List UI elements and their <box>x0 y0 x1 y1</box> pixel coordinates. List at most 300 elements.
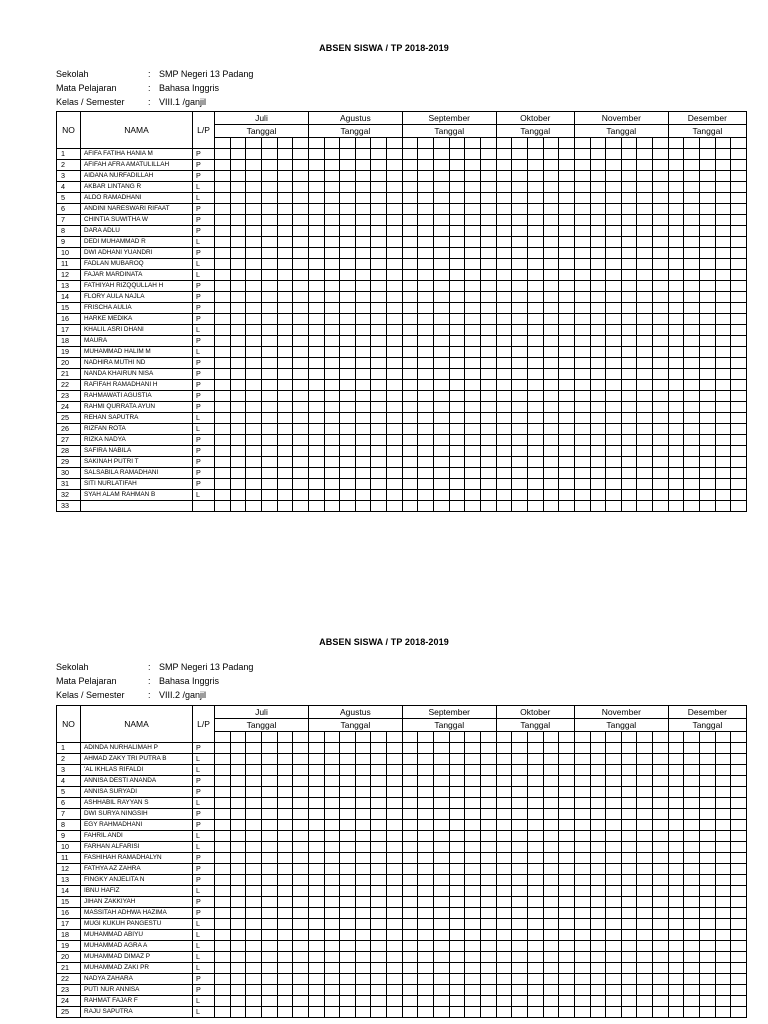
attendance-cell[interactable] <box>512 402 528 413</box>
attendance-cell[interactable] <box>434 930 450 941</box>
attendance-cell[interactable] <box>668 479 684 490</box>
attendance-cell[interactable] <box>355 160 371 171</box>
attendance-cell[interactable] <box>418 182 434 193</box>
attendance-cell[interactable] <box>731 171 747 182</box>
attendance-cell[interactable] <box>371 391 387 402</box>
attendance-cell[interactable] <box>355 226 371 237</box>
attendance-cell[interactable] <box>668 193 684 204</box>
attendance-cell[interactable] <box>559 303 575 314</box>
attendance-cell[interactable] <box>715 149 731 160</box>
attendance-cell[interactable] <box>449 468 465 479</box>
attendance-cell[interactable] <box>418 501 434 512</box>
attendance-cell[interactable] <box>261 468 277 479</box>
attendance-cell[interactable] <box>449 259 465 270</box>
attendance-cell[interactable] <box>700 215 716 226</box>
attendance-cell[interactable] <box>481 820 497 831</box>
attendance-cell[interactable] <box>418 281 434 292</box>
attendance-cell[interactable] <box>246 325 262 336</box>
attendance-cell[interactable] <box>340 259 356 270</box>
attendance-cell[interactable] <box>715 314 731 325</box>
attendance-cell[interactable] <box>606 776 622 787</box>
attendance-cell[interactable] <box>340 875 356 886</box>
attendance-cell[interactable] <box>731 798 747 809</box>
attendance-cell[interactable] <box>481 908 497 919</box>
attendance-cell[interactable] <box>606 809 622 820</box>
attendance-cell[interactable] <box>606 182 622 193</box>
attendance-cell[interactable] <box>324 974 340 985</box>
attendance-cell[interactable] <box>496 391 512 402</box>
attendance-cell[interactable] <box>246 292 262 303</box>
attendance-cell[interactable] <box>653 160 669 171</box>
attendance-cell[interactable] <box>543 479 559 490</box>
attendance-cell[interactable] <box>559 996 575 1007</box>
attendance-cell[interactable] <box>465 787 481 798</box>
attendance-cell[interactable] <box>668 787 684 798</box>
attendance-cell[interactable] <box>215 314 231 325</box>
attendance-cell[interactable] <box>230 831 246 842</box>
attendance-cell[interactable] <box>418 886 434 897</box>
attendance-cell[interactable] <box>559 171 575 182</box>
attendance-cell[interactable] <box>481 809 497 820</box>
attendance-cell[interactable] <box>684 171 700 182</box>
attendance-cell[interactable] <box>371 743 387 754</box>
attendance-cell[interactable] <box>340 204 356 215</box>
attendance-cell[interactable] <box>418 402 434 413</box>
attendance-cell[interactable] <box>402 270 418 281</box>
attendance-cell[interactable] <box>684 886 700 897</box>
attendance-cell[interactable] <box>293 985 309 996</box>
attendance-cell[interactable] <box>543 270 559 281</box>
attendance-cell[interactable] <box>606 204 622 215</box>
attendance-cell[interactable] <box>246 457 262 468</box>
attendance-cell[interactable] <box>215 160 231 171</box>
attendance-cell[interactable] <box>715 292 731 303</box>
attendance-cell[interactable] <box>324 149 340 160</box>
attendance-cell[interactable] <box>559 787 575 798</box>
attendance-cell[interactable] <box>402 259 418 270</box>
attendance-cell[interactable] <box>496 435 512 446</box>
attendance-cell[interactable] <box>527 930 543 941</box>
date-cell[interactable] <box>434 732 450 743</box>
attendance-cell[interactable] <box>277 270 293 281</box>
attendance-cell[interactable] <box>418 974 434 985</box>
attendance-cell[interactable] <box>308 314 324 325</box>
attendance-cell[interactable] <box>402 215 418 226</box>
attendance-cell[interactable] <box>496 237 512 248</box>
attendance-cell[interactable] <box>559 248 575 259</box>
attendance-cell[interactable] <box>355 413 371 424</box>
attendance-cell[interactable] <box>308 897 324 908</box>
attendance-cell[interactable] <box>653 776 669 787</box>
attendance-cell[interactable] <box>606 270 622 281</box>
attendance-cell[interactable] <box>324 402 340 413</box>
attendance-cell[interactable] <box>653 479 669 490</box>
attendance-cell[interactable] <box>215 930 231 941</box>
attendance-cell[interactable] <box>653 259 669 270</box>
attendance-cell[interactable] <box>731 776 747 787</box>
attendance-cell[interactable] <box>402 820 418 831</box>
attendance-cell[interactable] <box>512 886 528 897</box>
attendance-cell[interactable] <box>684 820 700 831</box>
attendance-cell[interactable] <box>340 336 356 347</box>
attendance-cell[interactable] <box>684 875 700 886</box>
attendance-cell[interactable] <box>496 314 512 325</box>
attendance-cell[interactable] <box>465 996 481 1007</box>
attendance-cell[interactable] <box>449 369 465 380</box>
attendance-cell[interactable] <box>684 369 700 380</box>
attendance-cell[interactable] <box>496 974 512 985</box>
attendance-cell[interactable] <box>731 204 747 215</box>
attendance-cell[interactable] <box>512 919 528 930</box>
attendance-cell[interactable] <box>371 963 387 974</box>
attendance-cell[interactable] <box>434 963 450 974</box>
attendance-cell[interactable] <box>340 952 356 963</box>
date-cell[interactable] <box>621 732 637 743</box>
attendance-cell[interactable] <box>700 776 716 787</box>
attendance-cell[interactable] <box>700 171 716 182</box>
attendance-cell[interactable] <box>215 919 231 930</box>
attendance-cell[interactable] <box>559 160 575 171</box>
attendance-cell[interactable] <box>340 501 356 512</box>
attendance-cell[interactable] <box>340 380 356 391</box>
attendance-cell[interactable] <box>324 171 340 182</box>
attendance-cell[interactable] <box>308 336 324 347</box>
date-cell[interactable] <box>230 732 246 743</box>
attendance-cell[interactable] <box>355 798 371 809</box>
attendance-cell[interactable] <box>261 743 277 754</box>
attendance-cell[interactable] <box>355 314 371 325</box>
attendance-cell[interactable] <box>496 831 512 842</box>
attendance-cell[interactable] <box>308 347 324 358</box>
attendance-cell[interactable] <box>293 149 309 160</box>
attendance-cell[interactable] <box>527 501 543 512</box>
attendance-cell[interactable] <box>355 149 371 160</box>
attendance-cell[interactable] <box>574 259 590 270</box>
attendance-cell[interactable] <box>324 1007 340 1018</box>
attendance-cell[interactable] <box>261 292 277 303</box>
attendance-cell[interactable] <box>637 963 653 974</box>
attendance-cell[interactable] <box>402 380 418 391</box>
attendance-cell[interactable] <box>481 358 497 369</box>
attendance-cell[interactable] <box>434 193 450 204</box>
attendance-cell[interactable] <box>355 380 371 391</box>
attendance-cell[interactable] <box>465 963 481 974</box>
attendance-cell[interactable] <box>355 952 371 963</box>
attendance-cell[interactable] <box>590 446 606 457</box>
attendance-cell[interactable] <box>246 380 262 391</box>
attendance-cell[interactable] <box>700 908 716 919</box>
attendance-cell[interactable] <box>543 798 559 809</box>
attendance-cell[interactable] <box>387 765 403 776</box>
attendance-cell[interactable] <box>277 776 293 787</box>
attendance-cell[interactable] <box>340 831 356 842</box>
attendance-cell[interactable] <box>418 270 434 281</box>
attendance-cell[interactable] <box>261 886 277 897</box>
attendance-cell[interactable] <box>355 259 371 270</box>
date-cell[interactable] <box>715 138 731 149</box>
attendance-cell[interactable] <box>668 226 684 237</box>
attendance-cell[interactable] <box>621 765 637 776</box>
attendance-cell[interactable] <box>496 1007 512 1018</box>
attendance-cell[interactable] <box>355 963 371 974</box>
attendance-cell[interactable] <box>700 1007 716 1018</box>
attendance-cell[interactable] <box>621 391 637 402</box>
attendance-cell[interactable] <box>496 490 512 501</box>
attendance-cell[interactable] <box>590 248 606 259</box>
attendance-cell[interactable] <box>434 314 450 325</box>
attendance-cell[interactable] <box>215 952 231 963</box>
attendance-cell[interactable] <box>559 831 575 842</box>
attendance-cell[interactable] <box>653 457 669 468</box>
attendance-cell[interactable] <box>590 996 606 1007</box>
attendance-cell[interactable] <box>481 468 497 479</box>
attendance-cell[interactable] <box>574 490 590 501</box>
attendance-cell[interactable] <box>371 831 387 842</box>
attendance-cell[interactable] <box>653 897 669 908</box>
date-cell[interactable] <box>387 732 403 743</box>
attendance-cell[interactable] <box>449 765 465 776</box>
attendance-cell[interactable] <box>668 457 684 468</box>
attendance-cell[interactable] <box>496 798 512 809</box>
attendance-cell[interactable] <box>621 820 637 831</box>
attendance-cell[interactable] <box>700 446 716 457</box>
attendance-cell[interactable] <box>371 952 387 963</box>
attendance-cell[interactable] <box>215 380 231 391</box>
attendance-cell[interactable] <box>527 171 543 182</box>
attendance-cell[interactable] <box>543 754 559 765</box>
attendance-cell[interactable] <box>684 149 700 160</box>
attendance-cell[interactable] <box>527 490 543 501</box>
attendance-cell[interactable] <box>449 1007 465 1018</box>
attendance-cell[interactable] <box>731 1007 747 1018</box>
date-cell[interactable] <box>606 138 622 149</box>
attendance-cell[interactable] <box>496 886 512 897</box>
attendance-cell[interactable] <box>512 435 528 446</box>
attendance-cell[interactable] <box>261 347 277 358</box>
attendance-cell[interactable] <box>277 743 293 754</box>
attendance-cell[interactable] <box>230 446 246 457</box>
attendance-cell[interactable] <box>308 776 324 787</box>
attendance-cell[interactable] <box>543 941 559 952</box>
attendance-cell[interactable] <box>606 402 622 413</box>
attendance-cell[interactable] <box>465 215 481 226</box>
attendance-cell[interactable] <box>449 864 465 875</box>
attendance-cell[interactable] <box>261 325 277 336</box>
attendance-cell[interactable] <box>434 424 450 435</box>
attendance-cell[interactable] <box>481 798 497 809</box>
date-cell[interactable] <box>261 138 277 149</box>
attendance-cell[interactable] <box>340 358 356 369</box>
attendance-cell[interactable] <box>606 754 622 765</box>
attendance-cell[interactable] <box>731 897 747 908</box>
attendance-cell[interactable] <box>277 424 293 435</box>
attendance-cell[interactable] <box>527 292 543 303</box>
attendance-cell[interactable] <box>668 314 684 325</box>
attendance-cell[interactable] <box>355 435 371 446</box>
attendance-cell[interactable] <box>668 248 684 259</box>
attendance-cell[interactable] <box>481 1007 497 1018</box>
attendance-cell[interactable] <box>606 248 622 259</box>
attendance-cell[interactable] <box>418 831 434 842</box>
attendance-cell[interactable] <box>293 864 309 875</box>
attendance-cell[interactable] <box>637 259 653 270</box>
attendance-cell[interactable] <box>606 798 622 809</box>
attendance-cell[interactable] <box>527 831 543 842</box>
attendance-cell[interactable] <box>230 908 246 919</box>
date-cell[interactable] <box>653 732 669 743</box>
attendance-cell[interactable] <box>590 435 606 446</box>
attendance-cell[interactable] <box>512 974 528 985</box>
attendance-cell[interactable] <box>559 875 575 886</box>
attendance-cell[interactable] <box>308 424 324 435</box>
attendance-cell[interactable] <box>434 897 450 908</box>
attendance-cell[interactable] <box>308 171 324 182</box>
attendance-cell[interactable] <box>574 193 590 204</box>
attendance-cell[interactable] <box>512 897 528 908</box>
attendance-cell[interactable] <box>324 424 340 435</box>
attendance-cell[interactable] <box>277 1007 293 1018</box>
attendance-cell[interactable] <box>308 479 324 490</box>
attendance-cell[interactable] <box>512 875 528 886</box>
attendance-cell[interactable] <box>465 1007 481 1018</box>
attendance-cell[interactable] <box>700 864 716 875</box>
attendance-cell[interactable] <box>387 248 403 259</box>
attendance-cell[interactable] <box>246 919 262 930</box>
attendance-cell[interactable] <box>387 303 403 314</box>
attendance-cell[interactable] <box>496 820 512 831</box>
attendance-cell[interactable] <box>418 292 434 303</box>
attendance-cell[interactable] <box>668 391 684 402</box>
attendance-cell[interactable] <box>402 325 418 336</box>
attendance-cell[interactable] <box>731 831 747 842</box>
attendance-cell[interactable] <box>590 270 606 281</box>
attendance-cell[interactable] <box>261 996 277 1007</box>
attendance-cell[interactable] <box>308 270 324 281</box>
attendance-cell[interactable] <box>653 820 669 831</box>
attendance-cell[interactable] <box>684 974 700 985</box>
attendance-cell[interactable] <box>637 336 653 347</box>
date-cell[interactable] <box>387 138 403 149</box>
attendance-cell[interactable] <box>387 864 403 875</box>
attendance-cell[interactable] <box>230 787 246 798</box>
attendance-cell[interactable] <box>668 743 684 754</box>
attendance-cell[interactable] <box>621 149 637 160</box>
date-cell[interactable] <box>340 138 356 149</box>
attendance-cell[interactable] <box>496 347 512 358</box>
attendance-cell[interactable] <box>277 226 293 237</box>
attendance-cell[interactable] <box>387 842 403 853</box>
attendance-cell[interactable] <box>308 402 324 413</box>
attendance-cell[interactable] <box>496 842 512 853</box>
attendance-cell[interactable] <box>684 160 700 171</box>
attendance-cell[interactable] <box>293 391 309 402</box>
attendance-cell[interactable] <box>215 842 231 853</box>
attendance-cell[interactable] <box>496 336 512 347</box>
attendance-cell[interactable] <box>246 204 262 215</box>
attendance-cell[interactable] <box>449 974 465 985</box>
attendance-cell[interactable] <box>261 248 277 259</box>
attendance-cell[interactable] <box>387 820 403 831</box>
attendance-cell[interactable] <box>527 974 543 985</box>
attendance-cell[interactable] <box>246 831 262 842</box>
attendance-cell[interactable] <box>293 996 309 1007</box>
attendance-cell[interactable] <box>387 974 403 985</box>
attendance-cell[interactable] <box>308 798 324 809</box>
attendance-cell[interactable] <box>668 281 684 292</box>
attendance-cell[interactable] <box>606 347 622 358</box>
attendance-cell[interactable] <box>308 886 324 897</box>
attendance-cell[interactable] <box>418 842 434 853</box>
attendance-cell[interactable] <box>653 435 669 446</box>
attendance-cell[interactable] <box>230 204 246 215</box>
attendance-cell[interactable] <box>481 886 497 897</box>
attendance-cell[interactable] <box>606 193 622 204</box>
attendance-cell[interactable] <box>621 864 637 875</box>
attendance-cell[interactable] <box>543 809 559 820</box>
attendance-cell[interactable] <box>590 908 606 919</box>
attendance-cell[interactable] <box>418 897 434 908</box>
attendance-cell[interactable] <box>481 292 497 303</box>
attendance-cell[interactable] <box>246 765 262 776</box>
attendance-cell[interactable] <box>637 754 653 765</box>
attendance-cell[interactable] <box>261 237 277 248</box>
attendance-cell[interactable] <box>277 974 293 985</box>
attendance-cell[interactable] <box>465 974 481 985</box>
attendance-cell[interactable] <box>324 435 340 446</box>
attendance-cell[interactable] <box>637 149 653 160</box>
attendance-cell[interactable] <box>700 402 716 413</box>
attendance-cell[interactable] <box>606 831 622 842</box>
attendance-cell[interactable] <box>590 171 606 182</box>
attendance-cell[interactable] <box>355 930 371 941</box>
attendance-cell[interactable] <box>340 754 356 765</box>
attendance-cell[interactable] <box>653 1007 669 1018</box>
attendance-cell[interactable] <box>496 226 512 237</box>
attendance-cell[interactable] <box>684 963 700 974</box>
attendance-cell[interactable] <box>449 413 465 424</box>
attendance-cell[interactable] <box>731 149 747 160</box>
attendance-cell[interactable] <box>340 490 356 501</box>
attendance-cell[interactable] <box>293 248 309 259</box>
attendance-cell[interactable] <box>324 897 340 908</box>
attendance-cell[interactable] <box>637 193 653 204</box>
attendance-cell[interactable] <box>246 237 262 248</box>
attendance-cell[interactable] <box>402 952 418 963</box>
attendance-cell[interactable] <box>590 853 606 864</box>
attendance-cell[interactable] <box>481 743 497 754</box>
attendance-cell[interactable] <box>512 303 528 314</box>
attendance-cell[interactable] <box>293 941 309 952</box>
attendance-cell[interactable] <box>465 952 481 963</box>
attendance-cell[interactable] <box>559 281 575 292</box>
attendance-cell[interactable] <box>512 380 528 391</box>
attendance-cell[interactable] <box>590 457 606 468</box>
attendance-cell[interactable] <box>324 259 340 270</box>
attendance-cell[interactable] <box>277 171 293 182</box>
attendance-cell[interactable] <box>215 248 231 259</box>
attendance-cell[interactable] <box>402 402 418 413</box>
attendance-cell[interactable] <box>559 842 575 853</box>
attendance-cell[interactable] <box>465 754 481 765</box>
attendance-cell[interactable] <box>387 479 403 490</box>
attendance-cell[interactable] <box>355 941 371 952</box>
attendance-cell[interactable] <box>230 215 246 226</box>
attendance-cell[interactable] <box>527 754 543 765</box>
attendance-cell[interactable] <box>293 457 309 468</box>
attendance-cell[interactable] <box>684 303 700 314</box>
attendance-cell[interactable] <box>590 193 606 204</box>
attendance-cell[interactable] <box>590 864 606 875</box>
